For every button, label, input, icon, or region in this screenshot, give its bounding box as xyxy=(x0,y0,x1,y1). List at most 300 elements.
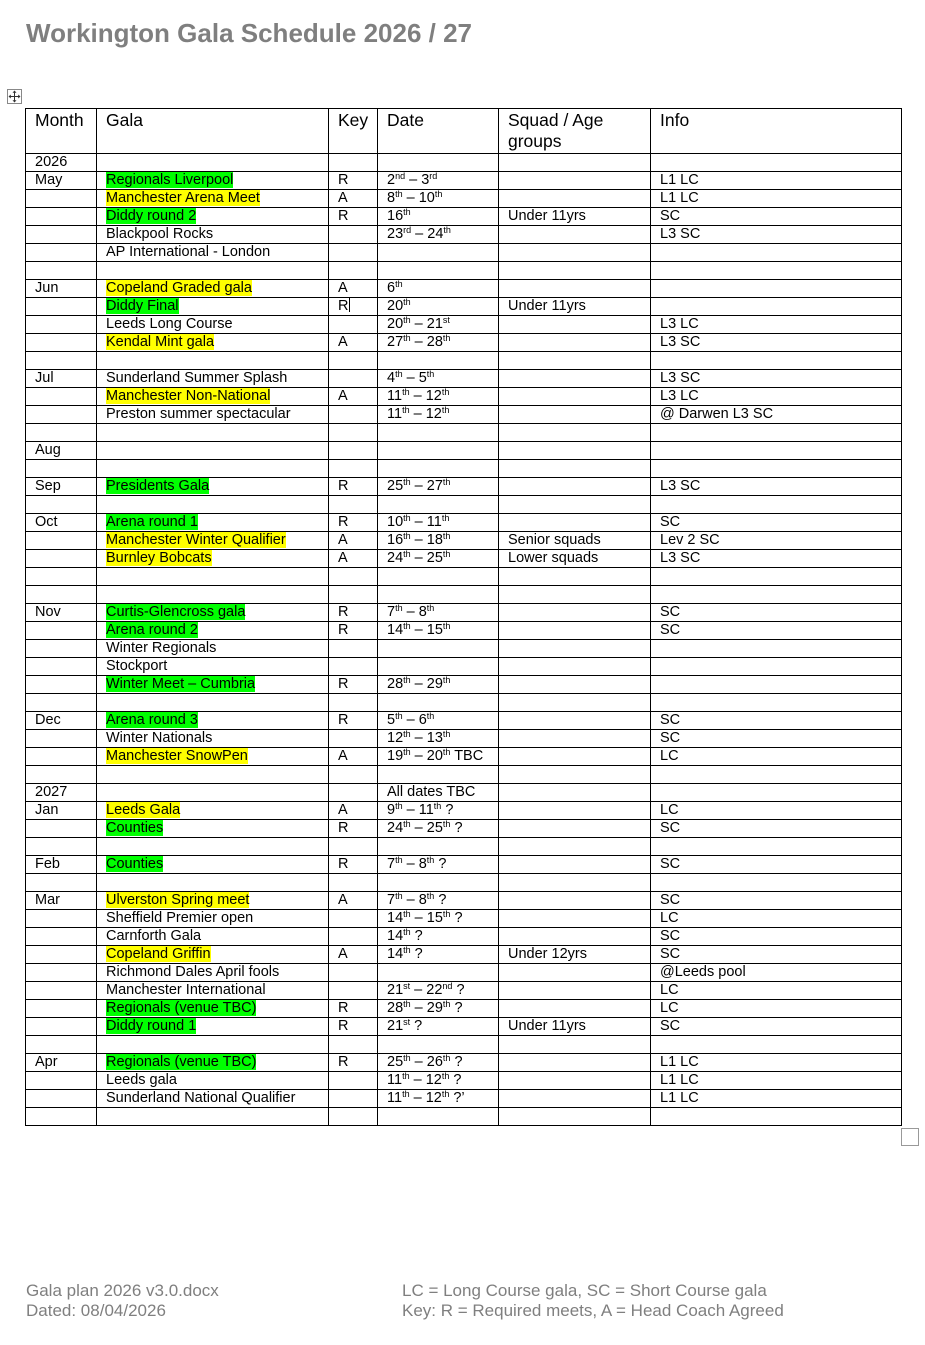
cell-squad xyxy=(499,694,651,712)
table-row xyxy=(26,388,902,406)
cell-info: Lev 2 SC xyxy=(651,532,902,550)
cell-info: L1 LC xyxy=(651,1090,902,1108)
gala-name: Presidents Gala xyxy=(106,478,210,494)
cell-squad xyxy=(499,190,651,208)
cell-key xyxy=(329,1072,378,1090)
cell-date xyxy=(378,568,499,586)
cell-info: SC xyxy=(651,856,902,874)
table-row xyxy=(26,406,902,424)
cell-gala xyxy=(97,1090,329,1108)
cell-info: SC xyxy=(651,208,902,226)
cell-gala xyxy=(97,946,329,964)
cell-key xyxy=(329,442,378,460)
cell-info: LC xyxy=(651,910,902,928)
cell-squad: Under 11yrs xyxy=(499,298,651,316)
cell-info xyxy=(651,424,902,442)
cell-info xyxy=(651,496,902,514)
cell-month xyxy=(26,748,97,766)
cell-info: LC xyxy=(651,748,902,766)
cell-key xyxy=(329,766,378,784)
table-row xyxy=(26,424,902,442)
cell-month: Dec xyxy=(26,712,97,730)
cell-date: 23rd – 24th xyxy=(378,226,499,244)
cell-squad xyxy=(499,604,651,622)
table-row xyxy=(26,712,902,730)
table-row xyxy=(26,568,902,586)
cell-gala xyxy=(97,532,329,550)
cell-gala xyxy=(97,694,329,712)
cell-date xyxy=(378,640,499,658)
cell-key: R xyxy=(329,712,378,730)
cell-date: 4th – 5th xyxy=(378,370,499,388)
gala-name: Leeds Long Course xyxy=(106,316,233,332)
footer-legend xyxy=(402,1281,784,1321)
gala-name: Copeland Griffin xyxy=(106,946,211,962)
cell-key xyxy=(329,1108,378,1126)
cell-squad xyxy=(499,1054,651,1072)
gala-name: Counties xyxy=(106,856,164,872)
table-row xyxy=(26,964,902,982)
table-row xyxy=(26,586,902,604)
gala-name: Arena round 3 xyxy=(106,712,198,728)
cell-date: 11th – 12th xyxy=(378,388,499,406)
cell-info: @ Darwen L3 SC xyxy=(651,406,902,424)
cell-gala xyxy=(97,622,329,640)
cell-date xyxy=(378,1108,499,1126)
cell-gala xyxy=(97,1054,329,1072)
cell-date: 11th – 12th ?’ xyxy=(378,1090,499,1108)
footer-dated: Dated: 08/04/2026 xyxy=(26,1301,166,1320)
gala-name: Manchester International xyxy=(106,982,266,998)
cell-info: LC xyxy=(651,1000,902,1018)
cell-month xyxy=(26,532,97,550)
move-cross-icon xyxy=(8,90,21,103)
cell-info: L3 LC xyxy=(651,316,902,334)
gala-name: Manchester SnowPen xyxy=(106,748,248,764)
cell-info: L1 LC xyxy=(651,1072,902,1090)
cell-info xyxy=(651,658,902,676)
cell-info xyxy=(651,280,902,298)
cell-month xyxy=(26,1090,97,1108)
cell-info xyxy=(651,298,902,316)
cell-gala xyxy=(97,820,329,838)
cell-month xyxy=(26,1000,97,1018)
footer-legend-key: Key: R = Required meets, A = Head Coach Agreed xyxy=(402,1301,784,1320)
cell-info: SC xyxy=(651,946,902,964)
cell-squad xyxy=(499,334,651,352)
cell-month xyxy=(26,226,97,244)
cell-date: 20th – 21st xyxy=(378,316,499,334)
table-row xyxy=(26,982,902,1000)
cell-date: 16th xyxy=(378,208,499,226)
table-row xyxy=(26,1072,902,1090)
table-row xyxy=(26,1036,902,1054)
cell-gala xyxy=(97,802,329,820)
cell-date xyxy=(378,766,499,784)
cell-gala xyxy=(97,190,329,208)
table-row xyxy=(26,856,902,874)
table-row xyxy=(26,658,902,676)
cell-month: 2027 xyxy=(26,784,97,802)
cell-gala xyxy=(97,586,329,604)
cell-month xyxy=(26,946,97,964)
table-row xyxy=(26,1108,902,1126)
cell-gala xyxy=(97,928,329,946)
cell-key: A xyxy=(329,802,378,820)
cell-month xyxy=(26,334,97,352)
cell-date: All dates TBC xyxy=(378,784,499,802)
cell-month xyxy=(26,352,97,370)
cell-squad xyxy=(499,982,651,1000)
cell-month xyxy=(26,316,97,334)
cell-key xyxy=(329,298,378,316)
table-row xyxy=(26,442,902,460)
cell-month xyxy=(26,406,97,424)
gala-name: Arena round 2 xyxy=(106,622,198,638)
cell-date xyxy=(378,460,499,478)
cell-date xyxy=(378,352,499,370)
gala-name: Ulverston Spring meet xyxy=(106,892,250,908)
cell-key xyxy=(329,460,378,478)
cell-squad xyxy=(499,586,651,604)
cell-date xyxy=(378,658,499,676)
gala-name: Kendal Mint gala xyxy=(106,334,215,350)
cell-gala xyxy=(97,352,329,370)
cell-squad xyxy=(499,820,651,838)
cell-key xyxy=(329,928,378,946)
table-row xyxy=(26,730,902,748)
cell-month xyxy=(26,496,97,514)
cell-gala xyxy=(97,1000,329,1018)
table-row xyxy=(26,910,902,928)
cell-month: Jan xyxy=(26,802,97,820)
cell-date: 21st ? xyxy=(378,1018,499,1036)
cell-gala xyxy=(97,244,329,262)
table-move-handle[interactable] xyxy=(7,89,22,104)
cell-key: R xyxy=(329,1054,378,1072)
table-row xyxy=(26,1090,902,1108)
cell-month xyxy=(26,640,97,658)
table-row xyxy=(26,802,902,820)
cell-key xyxy=(329,694,378,712)
cell-key xyxy=(329,406,378,424)
cell-info: LC xyxy=(651,982,902,1000)
cell-squad xyxy=(499,1000,651,1018)
cell-date: 19th – 20th TBC xyxy=(378,748,499,766)
cell-info: SC xyxy=(651,820,902,838)
cell-month xyxy=(26,190,97,208)
cell-month: Nov xyxy=(26,604,97,622)
cell-date xyxy=(378,874,499,892)
table-row xyxy=(26,766,902,784)
cell-gala xyxy=(97,424,329,442)
cell-info xyxy=(651,1108,902,1126)
cell-squad xyxy=(499,262,651,280)
table-row xyxy=(26,496,902,514)
cell-info: L3 SC xyxy=(651,370,902,388)
cell-key xyxy=(329,964,378,982)
cell-gala xyxy=(97,748,329,766)
cell-key xyxy=(329,874,378,892)
cell-info: LC xyxy=(651,802,902,820)
table-row xyxy=(26,208,902,226)
cell-gala xyxy=(97,568,329,586)
table-resize-handle[interactable] xyxy=(901,1128,919,1146)
table-body xyxy=(26,154,902,1126)
cell-key: R xyxy=(329,622,378,640)
footer-legend-course: LC = Long Course gala, SC = Short Course gala xyxy=(402,1281,767,1300)
cell-info: L3 SC xyxy=(651,334,902,352)
cell-gala xyxy=(97,514,329,532)
cell-squad xyxy=(499,892,651,910)
cell-date xyxy=(378,154,499,172)
cell-date xyxy=(378,838,499,856)
document-title: Workington Gala Schedule 2026 / 27 xyxy=(26,18,472,48)
gala-name: Diddy round 2 xyxy=(106,208,197,224)
cell-date: 25th – 26th ? xyxy=(378,1054,499,1072)
cell-key xyxy=(329,982,378,1000)
table-row xyxy=(26,928,902,946)
table-row xyxy=(26,298,902,316)
cell-date xyxy=(378,442,499,460)
cell-info: SC xyxy=(651,1018,902,1036)
cell-key: A xyxy=(329,280,378,298)
cell-info xyxy=(651,640,902,658)
table-row xyxy=(26,352,902,370)
cell-key: A xyxy=(329,550,378,568)
cell-info: L1 LC xyxy=(651,172,902,190)
table-row xyxy=(26,550,902,568)
cell-key xyxy=(329,730,378,748)
cell-date xyxy=(378,586,499,604)
cell-info xyxy=(651,874,902,892)
table-row xyxy=(26,676,902,694)
cell-month: May xyxy=(26,172,97,190)
cell-squad xyxy=(499,622,651,640)
header-squad-age-groups: Squad / Age groups xyxy=(499,109,651,154)
cell-date: 14th – 15th xyxy=(378,622,499,640)
cell-key: R xyxy=(329,172,378,190)
gala-name: Manchester Arena Meet xyxy=(106,190,260,206)
cell-squad xyxy=(499,226,651,244)
cell-gala xyxy=(97,784,329,802)
gala-name: Burnley Bobcats xyxy=(106,550,212,566)
cell-gala xyxy=(97,1036,329,1054)
table-row xyxy=(26,784,902,802)
cell-month xyxy=(26,622,97,640)
header-date: Date xyxy=(378,109,499,154)
cell-month: 2026 xyxy=(26,154,97,172)
cell-date: 28th – 29th xyxy=(378,676,499,694)
cell-squad xyxy=(499,802,651,820)
cell-squad xyxy=(499,478,651,496)
table-row xyxy=(26,1018,902,1036)
cell-info: SC xyxy=(651,514,902,532)
table-row xyxy=(26,262,902,280)
cell-squad xyxy=(499,748,651,766)
cell-month xyxy=(26,1108,97,1126)
cell-date: 8th – 10th xyxy=(378,190,499,208)
cell-month xyxy=(26,388,97,406)
cell-gala xyxy=(97,154,329,172)
cell-squad xyxy=(499,316,651,334)
cell-info xyxy=(651,838,902,856)
cell-squad: Under 11yrs xyxy=(499,1018,651,1036)
cell-gala xyxy=(97,406,329,424)
cell-key xyxy=(329,658,378,676)
cell-gala xyxy=(97,388,329,406)
cell-date xyxy=(378,424,499,442)
cell-month xyxy=(26,424,97,442)
table-row xyxy=(26,694,902,712)
cell-squad xyxy=(499,406,651,424)
table-header-row xyxy=(26,109,902,154)
cell-gala xyxy=(97,298,329,316)
gala-name: Sheffield Premier open xyxy=(106,910,254,926)
cell-date xyxy=(378,496,499,514)
cell-date xyxy=(378,1036,499,1054)
table-row xyxy=(26,460,902,478)
cell-date: 11th – 12th xyxy=(378,406,499,424)
cell-squad xyxy=(499,442,651,460)
header-month: Month xyxy=(26,109,97,154)
cell-gala xyxy=(97,640,329,658)
cell-info xyxy=(651,244,902,262)
cell-key xyxy=(329,424,378,442)
cell-squad xyxy=(499,1108,651,1126)
gala-name: Manchester Winter Qualifier xyxy=(106,532,286,548)
cell-gala xyxy=(97,874,329,892)
cell-key xyxy=(329,352,378,370)
cell-month: Sep xyxy=(26,478,97,496)
cell-squad xyxy=(499,730,651,748)
gala-name: Copeland Graded gala xyxy=(106,280,252,296)
cell-month xyxy=(26,766,97,784)
table-row xyxy=(26,820,902,838)
gala-name: Manchester Non-National xyxy=(106,388,271,404)
text-cursor xyxy=(349,298,350,312)
cell-info: SC xyxy=(651,604,902,622)
cell-key: A xyxy=(329,748,378,766)
cell-gala xyxy=(97,226,329,244)
cell-month xyxy=(26,262,97,280)
table-row xyxy=(26,154,902,172)
gala-name: Regionals (venue TBC) xyxy=(106,1000,257,1016)
cell-key xyxy=(329,586,378,604)
cell-date: 14th – 15th ? xyxy=(378,910,499,928)
cell-month xyxy=(26,694,97,712)
cell-gala xyxy=(97,676,329,694)
cell-gala xyxy=(97,496,329,514)
cell-date: 24th – 25th xyxy=(378,550,499,568)
cell-date xyxy=(378,244,499,262)
cell-squad xyxy=(499,352,651,370)
cell-info xyxy=(651,154,902,172)
cell-gala xyxy=(97,1108,329,1126)
cell-month xyxy=(26,910,97,928)
cell-squad xyxy=(499,1036,651,1054)
cell-gala xyxy=(97,730,329,748)
table-row xyxy=(26,172,902,190)
gala-name: Winter Meet – Cumbria xyxy=(106,676,256,692)
cell-info: SC xyxy=(651,712,902,730)
gala-name: Regionals Liverpool xyxy=(106,172,234,188)
cell-key xyxy=(329,1090,378,1108)
table-row xyxy=(26,1000,902,1018)
gala-name: Sunderland Summer Splash xyxy=(106,370,288,386)
cell-key: A xyxy=(329,946,378,964)
cell-month xyxy=(26,928,97,946)
cell-gala xyxy=(97,208,329,226)
cell-date: 28th – 29th ? xyxy=(378,1000,499,1018)
cell-month: Jul xyxy=(26,370,97,388)
cell-date: 7th – 8th xyxy=(378,604,499,622)
gala-name: Leeds gala xyxy=(106,1072,177,1088)
cell-date xyxy=(378,694,499,712)
cell-key: R xyxy=(329,676,378,694)
cell-squad xyxy=(499,784,651,802)
gala-name: Winter Regionals xyxy=(106,640,217,656)
cell-gala xyxy=(97,1018,329,1036)
gala-name: Sunderland National Qualifier xyxy=(106,1090,296,1106)
cell-squad xyxy=(499,856,651,874)
table-row xyxy=(26,892,902,910)
cell-month xyxy=(26,964,97,982)
cell-squad xyxy=(499,676,651,694)
table-row xyxy=(26,622,902,640)
cell-info xyxy=(651,460,902,478)
cell-key xyxy=(329,496,378,514)
cell-month: Jun xyxy=(26,280,97,298)
cell-date: 7th – 8th ? xyxy=(378,856,499,874)
cell-info: SC xyxy=(651,730,902,748)
cell-month xyxy=(26,244,97,262)
cell-key: R xyxy=(329,514,378,532)
gala-name: Carnforth Gala xyxy=(106,928,202,944)
cell-date: 7th – 8th ? xyxy=(378,892,499,910)
cell-key xyxy=(329,226,378,244)
footer-filename: Gala plan 2026 v3.0.docx xyxy=(26,1281,219,1300)
cell-gala xyxy=(97,172,329,190)
cell-month xyxy=(26,298,97,316)
gala-name: Richmond Dales April fools xyxy=(106,964,280,980)
cell-squad xyxy=(499,964,651,982)
cell-date: 14th ? xyxy=(378,946,499,964)
table-row xyxy=(26,604,902,622)
cell-month xyxy=(26,1072,97,1090)
cell-gala xyxy=(97,838,329,856)
cell-key xyxy=(329,262,378,280)
header-gala: Gala xyxy=(97,109,329,154)
cell-date: 25th – 27th xyxy=(378,478,499,496)
cell-key: R xyxy=(329,604,378,622)
cell-info xyxy=(651,766,902,784)
cell-gala xyxy=(97,442,329,460)
cell-key xyxy=(329,1036,378,1054)
cell-date: 20th xyxy=(378,298,499,316)
cell-gala xyxy=(97,1072,329,1090)
cell-gala xyxy=(97,964,329,982)
gala-name: Curtis-Glencross gala xyxy=(106,604,246,620)
table-row xyxy=(26,316,902,334)
cell-date: 27th – 28th xyxy=(378,334,499,352)
gala-name: Arena round 1 xyxy=(106,514,198,530)
cell-month xyxy=(26,460,97,478)
table-row xyxy=(26,532,902,550)
cell-info xyxy=(651,352,902,370)
cell-info xyxy=(651,586,902,604)
cell-key xyxy=(329,838,378,856)
